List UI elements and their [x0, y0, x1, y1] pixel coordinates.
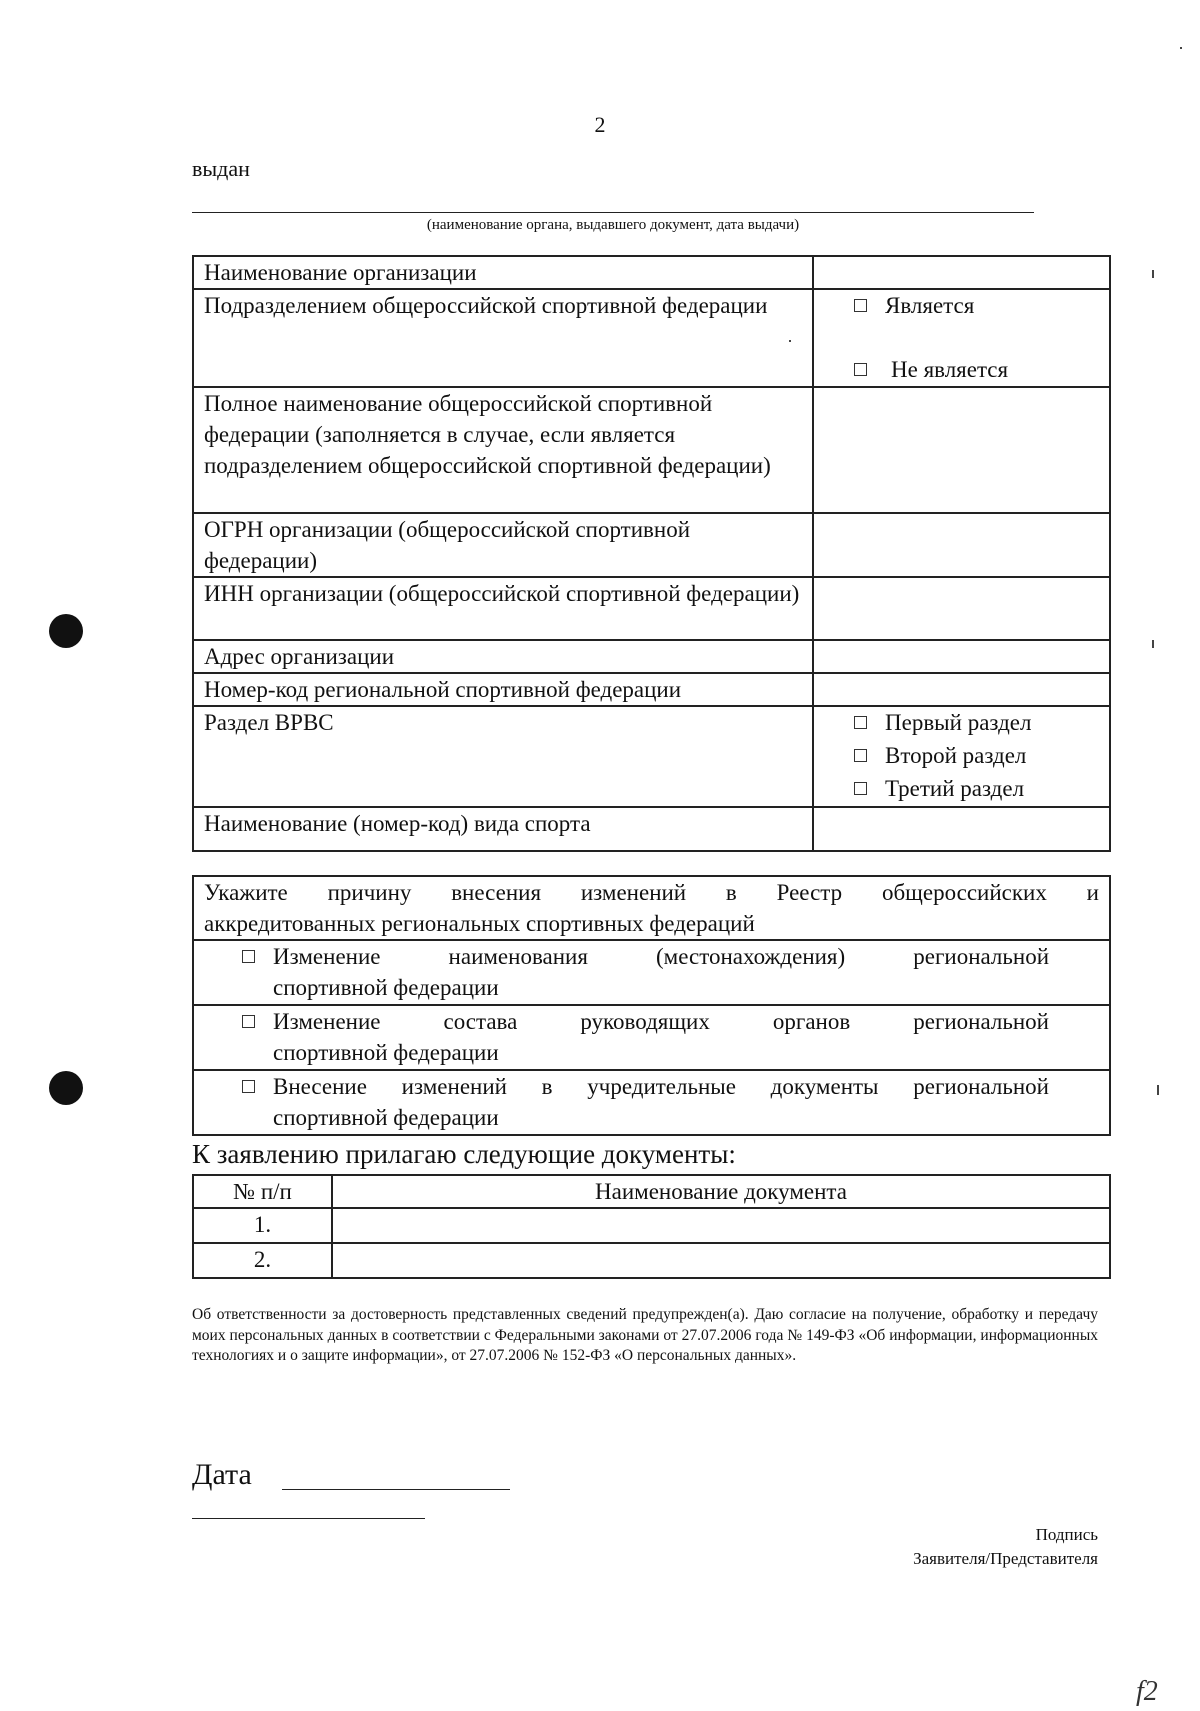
vrvs-third-checkbox[interactable]: [854, 782, 867, 795]
ogrn-value[interactable]: [813, 513, 1110, 577]
reason-header-line2: аккредитованных региональных спортивных федераций: [204, 911, 755, 936]
reason-option-line2: спортивной федерации: [273, 1040, 499, 1065]
vrvs-first-label: Первый раздел: [885, 710, 1032, 735]
attachment-row-num: 1.: [193, 1208, 332, 1243]
signature-fill-line[interactable]: [192, 1518, 425, 1519]
inn-label: ИНН организации (общероссийской спортивной федерации): [193, 577, 813, 640]
punch-hole-icon: [49, 614, 83, 648]
attachments-table: [192, 1174, 1111, 1279]
reason-option-row: [193, 1005, 1110, 1070]
reason-option-line1: Изменение наименования (местонахождения) региональной: [273, 944, 1049, 969]
reason-option-line1: Изменение состава руководящих органов региональной: [273, 1009, 1049, 1034]
reason-option-row: [193, 1070, 1110, 1135]
scan-speck: [1157, 1085, 1159, 1095]
vrvs-first-checkbox[interactable]: [854, 716, 867, 729]
col-num-header: № п/п: [193, 1175, 332, 1208]
signature-caption-line1: Подпись: [1035, 1525, 1098, 1544]
vrvs-second-label: Второй раздел: [885, 743, 1027, 768]
scan-speck: [1152, 640, 1154, 648]
scan-speck: [1180, 47, 1182, 49]
attachment-row-name[interactable]: [332, 1208, 1110, 1243]
sport-value[interactable]: [813, 807, 1110, 851]
reason-option-line1: Внесение изменений в учредительные документы региональной: [273, 1074, 1049, 1099]
federation-full-name-value[interactable]: [813, 387, 1110, 513]
change-reason-table: [192, 875, 1111, 1136]
attachments-title: К заявлению прилагаю следующие документы:: [192, 1139, 736, 1169]
date-fill-line[interactable]: [282, 1489, 510, 1490]
vrvs-label: Раздел ВРВС: [193, 706, 813, 807]
col-name-header: Наименование документа: [332, 1175, 1110, 1208]
punch-hole-icon: [49, 1071, 83, 1105]
subdivision-no-label: Не является: [891, 357, 1009, 382]
reason-name-change-checkbox[interactable]: [242, 950, 255, 963]
issued-label: выдан: [192, 156, 250, 181]
regional-code-label: Номер-код региональной спортивной федерации: [193, 673, 813, 706]
handwritten-mark: f2: [1136, 1676, 1158, 1707]
consent-notice: Об ответственности за достоверность представленных сведений предупрежден(а). Даю согласие на получение, обработку и передачу моих персональных данных в соответствии с Федеральными законами от 27.07.2006 года № 149-ФЗ «Об информации, информационных технологиях и о защите информации», от 27.07.2006 № 152-ФЗ «О персональных данных».: [192, 1306, 1098, 1364]
scan-speck: [1152, 270, 1154, 278]
org-name-label: Наименование организации: [193, 256, 813, 289]
scan-speck: [789, 340, 791, 342]
address-value[interactable]: [813, 640, 1110, 673]
federation-full-name-label: Полное наименование общероссийской спортивной федерации (заполняется в случае, если является подразделением общероссийской спортивной федерации): [193, 387, 813, 513]
subdivision-yes-label: Является: [885, 293, 975, 318]
subdivision-options: [813, 289, 1110, 387]
attachment-row-num: 2.: [193, 1243, 332, 1278]
reason-option-row: [193, 940, 1110, 1005]
reason-option-line2: спортивной федерации: [273, 975, 499, 1000]
page-number: 2: [594, 112, 606, 137]
reason-option-line2: спортивной федерации: [273, 1105, 499, 1130]
address-label: Адрес организации: [193, 640, 813, 673]
subdivision-no-checkbox[interactable]: [854, 363, 867, 376]
reason-header-line1: Укажите причину внесения изменений в Реестр общероссийских и: [204, 880, 1099, 905]
signature-caption-line2: Заявителя/Представителя: [913, 1549, 1098, 1568]
ogrn-label: ОГРН организации (общероссийской спортивной федерации): [193, 513, 813, 577]
vrvs-options: [813, 706, 1110, 807]
org-name-value[interactable]: [813, 256, 1110, 289]
subdivision-yes-checkbox[interactable]: [854, 299, 867, 312]
sport-label: Наименование (номер-код) вида спорта: [193, 807, 813, 851]
vrvs-second-checkbox[interactable]: [854, 749, 867, 762]
issued-caption: (наименование органа, выдавшего документ, дата выдачи): [426, 217, 800, 233]
date-label: Дата: [192, 1458, 252, 1491]
regional-code-value[interactable]: [813, 673, 1110, 706]
organization-table: [192, 255, 1111, 852]
reason-founding-docs-checkbox[interactable]: [242, 1080, 255, 1093]
inn-value[interactable]: [813, 577, 1110, 640]
vrvs-third-label: Третий раздел: [885, 776, 1025, 801]
change-reason-header: [193, 876, 1110, 940]
issued-fill-line: [192, 212, 1034, 213]
reason-governance-change-checkbox[interactable]: [242, 1015, 255, 1028]
subdivision-label: Подразделением общероссийской спортивной федерации: [193, 289, 813, 387]
attachment-row-name[interactable]: [332, 1243, 1110, 1278]
